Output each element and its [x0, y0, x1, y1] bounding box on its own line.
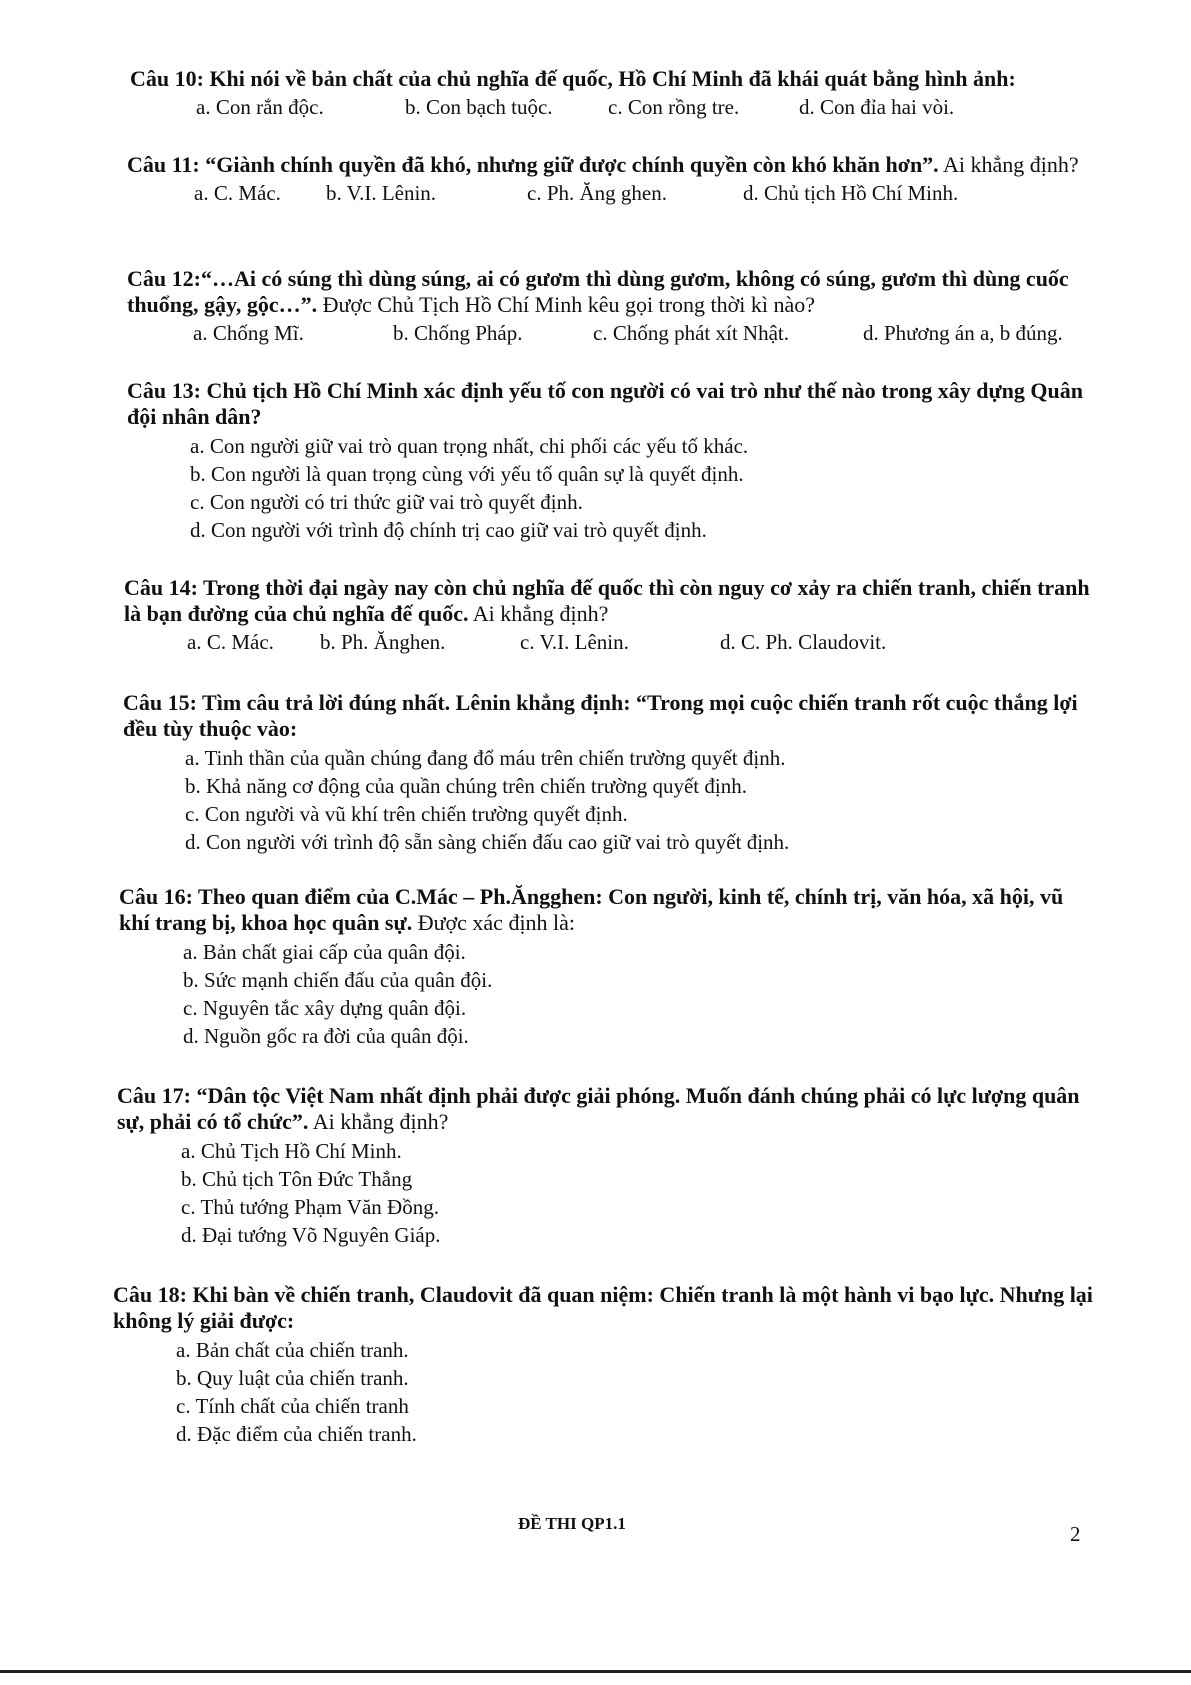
- question-stem: [127, 266, 1102, 318]
- option-a: a. Con rắn độc.: [196, 95, 324, 119]
- option-d: d. Nguồn gốc ra đời của quân đội.: [183, 1024, 469, 1048]
- option-c: c. Ph. Ăng ghen.: [527, 181, 667, 205]
- option-b: b. Quy luật của chiến tranh.: [176, 1366, 409, 1390]
- question-text-rest: Ai khẳng định?: [308, 1109, 449, 1134]
- question-17: [117, 1083, 1095, 1249]
- question-16: [119, 884, 1097, 1050]
- question-stem: [117, 1083, 1095, 1135]
- question-text-rest: Được xác định là:: [412, 910, 576, 935]
- question-text-rest: Ai khẳng định?: [938, 152, 1079, 177]
- question-text: Câu 15: Tìm câu trả lời đúng nhất. Lênin khẳng định: “Trong mọi cuộc chiến tranh rốt cuộc thắng lợi đều tùy thuộc vào:: [123, 690, 1078, 741]
- page-number: 2: [1070, 1522, 1081, 1546]
- question-text: Câu 16: Theo quan điểm của C.Mác – Ph.Ăngghen: Con người, kinh tế, chính trị, văn hóa, xã hội, vũ khí trang bị, khoa học quân sự.: [119, 884, 1064, 935]
- option-a: a. Con người giữ vai trò quan trọng nhất, chi phối các yếu tố khác.: [190, 434, 749, 458]
- question-10: [130, 66, 1105, 120]
- option-b: b. Con bạch tuộc.: [405, 95, 553, 119]
- options-list: [113, 1336, 1093, 1448]
- option-a: a. Tinh thần của quần chúng đang đổ máu trên chiến trường quyết định.: [185, 746, 786, 770]
- option-a: a. Chủ Tịch Hồ Chí Minh.: [181, 1139, 402, 1163]
- question-text: Câu 10: Khi nói về bản chất của chủ nghĩa đế quốc, Hồ Chí Minh đã khái quát bằng hình ảnh:: [130, 66, 1016, 91]
- option-d: d. Con người với trình độ chính trị cao giữ vai trò quyết định.: [190, 518, 707, 542]
- option-d: d. Chủ tịch Hồ Chí Minh.: [743, 181, 959, 205]
- option-d: d. Đại tướng Võ Nguyên Giáp.: [181, 1223, 441, 1247]
- option-d: d. C. Ph. Claudovit.: [720, 630, 887, 654]
- option-c: c. Con người và vũ khí trên chiến trường quyết định.: [185, 802, 628, 826]
- question-stem: [124, 575, 1099, 627]
- option-c: c. V.I. Lênin.: [520, 630, 629, 654]
- option-c: c. Chống phát xít Nhật.: [593, 321, 789, 345]
- question-stem: [127, 152, 1102, 178]
- option-c: c. Nguyên tắc xây dựng quân đội.: [183, 996, 467, 1020]
- bottom-divider: [0, 1670, 1191, 1673]
- option-d: d. Con người với trình độ sẵn sàng chiến đấu cao giữ vai trò quyết định.: [185, 830, 790, 854]
- option-d: d. Đặc điểm của chiến tranh.: [176, 1422, 417, 1446]
- option-a: a. C. Mác.: [187, 630, 274, 654]
- question-text: Câu 12:“…Ai có súng thì dùng súng, ai có gươm thì dùng gươm, không có súng, gươm thì dùng cuốc thuổng, gậy, gộc…”.: [127, 266, 1069, 317]
- option-c: c. Con người có tri thức giữ vai trò quyết định.: [190, 490, 583, 514]
- options-list: [117, 1137, 1095, 1249]
- option-b: b. Sức mạnh chiến đấu của quân đội.: [183, 968, 493, 992]
- option-d: d. Con đỉa hai vòi.: [799, 95, 955, 119]
- question-stem: [127, 378, 1102, 430]
- question-13: [127, 378, 1102, 544]
- question-text: Câu 11: “Giành chính quyền đã khó, nhưng giữ được chính quyền còn khó khăn hơn”.: [127, 152, 939, 177]
- option-c: c. Thủ tướng Phạm Văn Đồng.: [181, 1195, 439, 1219]
- options-list: [127, 432, 1102, 544]
- options-row: [130, 94, 1105, 120]
- option-d: d. Phương án a, b đúng.: [863, 321, 1063, 345]
- question-text-rest: Được Chủ Tịch Hồ Chí Minh kêu gọi trong thời kì nào?: [317, 292, 816, 317]
- options-row: [127, 320, 1102, 346]
- question-14: [124, 575, 1099, 655]
- option-b: b. Chống Pháp.: [393, 321, 523, 345]
- question-18: [113, 1282, 1093, 1448]
- exam-footer: ĐỀ THI QP1.1: [518, 1514, 626, 1533]
- question-stem: [123, 690, 1098, 742]
- options-row: [124, 629, 1099, 655]
- option-c: c. Tính chất của chiến tranh: [176, 1394, 409, 1418]
- option-b: b. Con người là quan trọng cùng với yếu tố quân sự là quyết định.: [190, 462, 744, 486]
- question-stem: [130, 66, 1105, 92]
- options-list: [119, 938, 1097, 1050]
- question-text: Câu 14: Trong thời đại ngày nay còn chủ nghĩa đế quốc thì còn nguy cơ xảy ra chiến tranh, chiến tranh là bạn đường của chủ nghĩa đế quốc.: [124, 575, 1090, 626]
- option-b: b. Chủ tịch Tôn Đức Thắng: [181, 1167, 413, 1191]
- option-b: b. V.I. Lênin.: [326, 181, 437, 205]
- option-a: a. Bản chất giai cấp của quân đội.: [183, 940, 466, 964]
- option-a: a. Bản chất của chiến tranh.: [176, 1338, 409, 1362]
- question-12: [127, 266, 1102, 346]
- option-a: a. C. Mác.: [194, 181, 281, 205]
- question-text: Câu 17: “Dân tộc Việt Nam nhất định phải được giải phóng. Muốn đánh chúng phải có lực lượng quân sự, phải có tổ chức”.: [117, 1083, 1080, 1134]
- option-a: a. Chống Mĩ.: [193, 321, 304, 345]
- question-text: Câu 13: Chủ tịch Hồ Chí Minh xác định yếu tố con người có vai trò như thế nào trong xây dựng Quân đội nhân dân?: [127, 378, 1083, 429]
- question-stem: [119, 884, 1097, 936]
- question-text: Câu 18: Khi bàn về chiến tranh, Claudovit đã quan niệm: Chiến tranh là một hành vi bạo lực. Nhưng lại không lý giải được:: [113, 1282, 1093, 1333]
- option-b: b. Ph. Ănghen.: [320, 630, 446, 654]
- question-11: [127, 152, 1102, 206]
- question-stem: [113, 1282, 1093, 1334]
- option-b: b. Khả năng cơ động của quần chúng trên chiến trường quyết định.: [185, 774, 747, 798]
- option-c: c. Con rồng tre.: [608, 95, 740, 119]
- options-row: [127, 180, 1102, 206]
- question-text-rest: Ai khẳng định?: [468, 601, 609, 626]
- options-list: [123, 744, 1098, 856]
- question-15: [123, 690, 1098, 856]
